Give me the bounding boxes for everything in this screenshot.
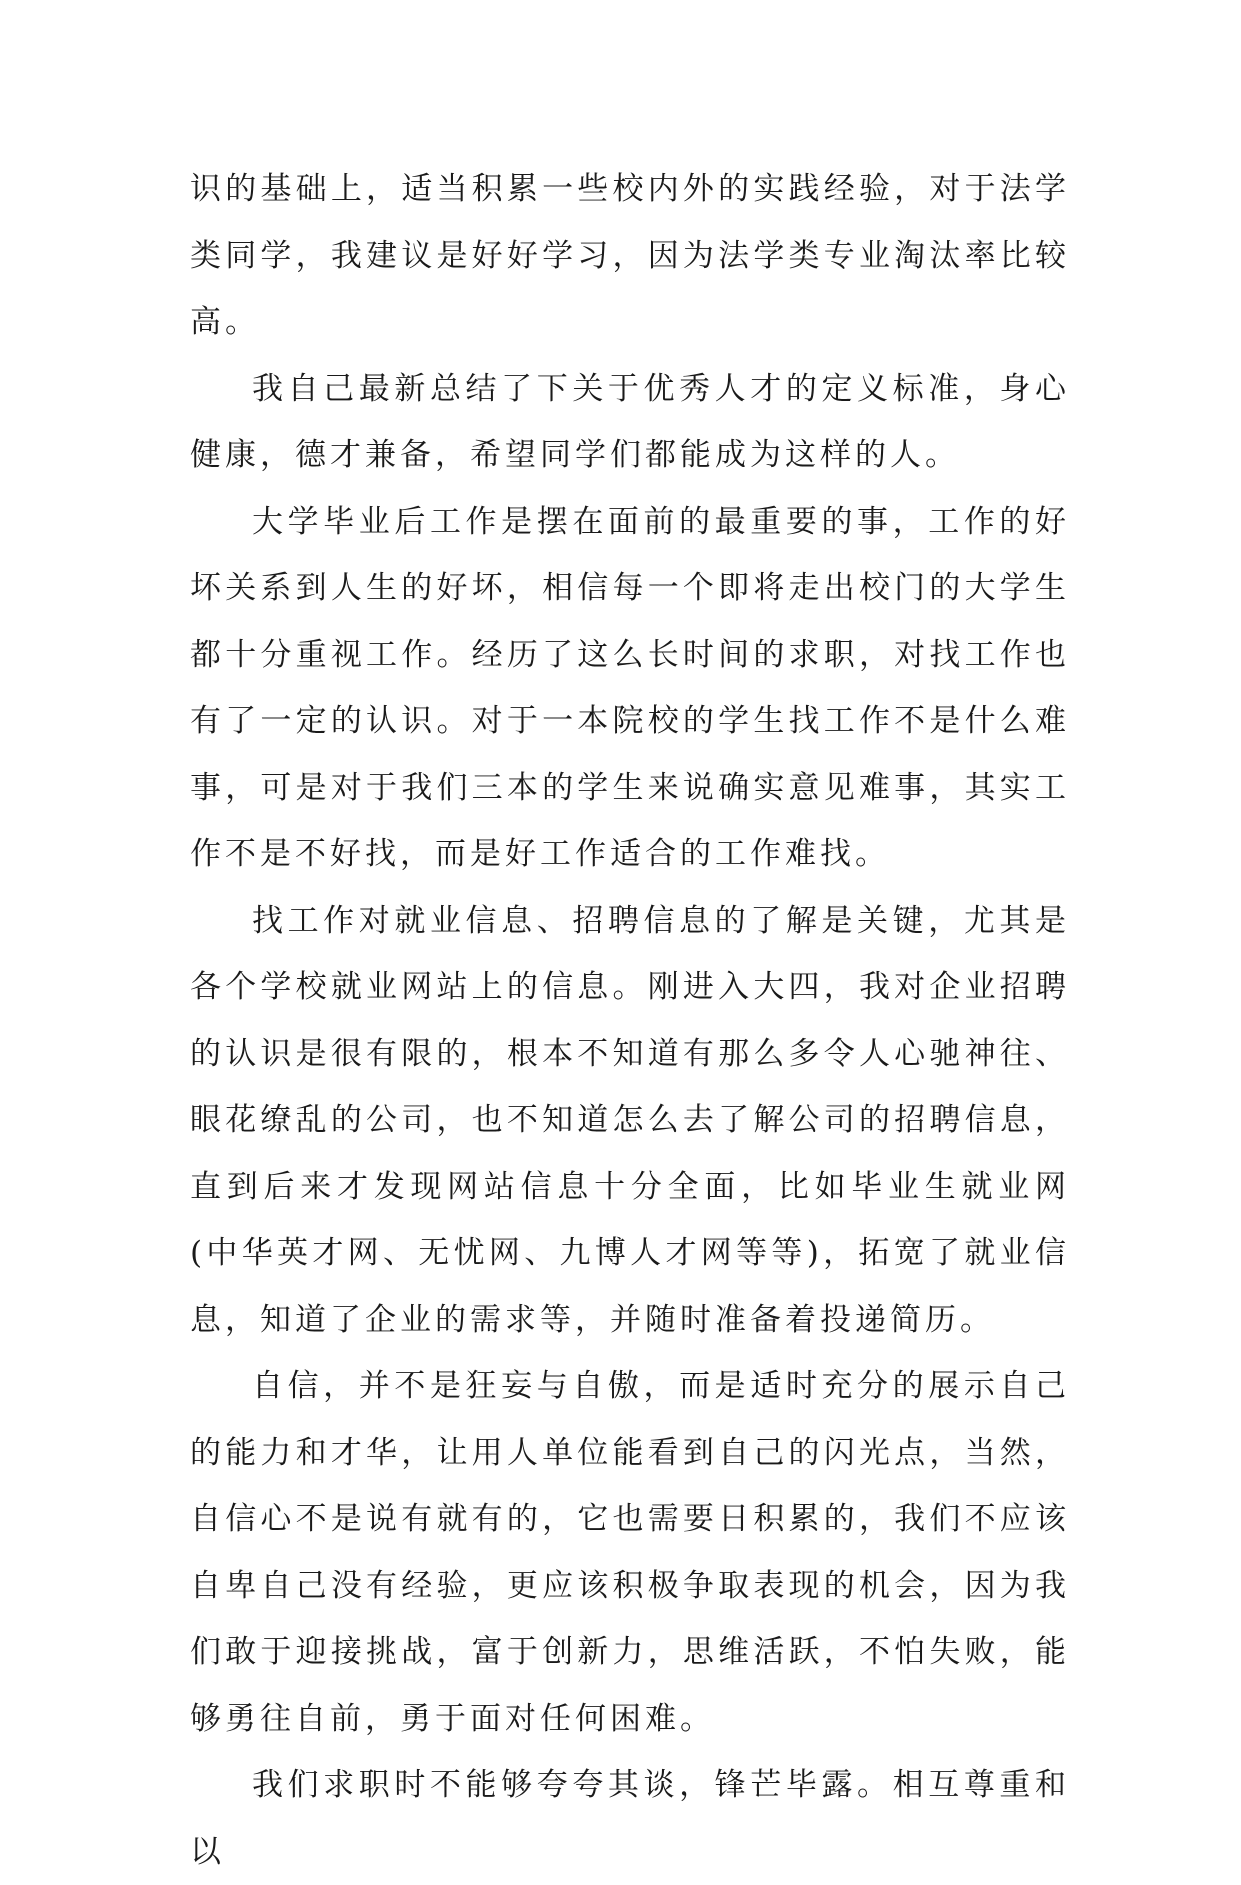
paragraph-4: 找工作对就业信息、招聘信息的了解是关键，尤其是各个学校就业网站上的信息。刚进入大四，我对企业招聘的认识是很有限的，根本不知道有那么多令人心驰神往、眼花缭乱的公司，也不知道怎么去了解公司的招聘信息，直到后来才发现网站信息十分全面，比如毕业生就业网(中华英才网、无忧网、九博人才网等等)，拓宽了就业信息，知道了企业的需求等，并随时准备着投递简历。 [190, 902, 1070, 1338]
paragraph-5: 自信，并不是狂妄与自傲，而是适时充分的展示自己的能力和才华，让用人单位能看到自己的闪光点，当然，自信心不是说有就有的，它也需要日积累的，我们不应该自卑自己没有经验，更应该积极争取表现的机会，因为我们敢于迎接挑战，富于创新力，思维活跃，不怕失败，能够勇往自前，勇于面对任何困难。 [190, 1368, 1070, 1737]
document-body [190, 156, 1070, 1885]
paragraph-6: 我们求职时不能够夸夸其谈，锋芒毕露。相互尊重和以 [190, 1767, 1070, 1870]
paragraph-2: 我自己最新总结了下关于优秀人才的定义标准，身心健康，德才兼备，希望同学们都能成为这样的人。 [190, 370, 1070, 473]
paragraph-3: 大学毕业后工作是摆在面前的最重要的事，工作的好坏关系到人生的好坏，相信每一个即将走出校门的大学生都十分重视工作。经历了这么长时间的求职，对找工作也有了一定的认识。对于一本院校的学生找工作不是什么难事，可是对于我们三本的学生来说确实意见难事，其实工作不是不好找，而是好工作适合的工作难找。 [190, 503, 1070, 872]
paragraph-1: 识的基础上，适当积累一些校内外的实践经验，对于法学类同学，我建议是好好学习，因为法学类专业淘汰率比较高。 [190, 171, 1070, 340]
